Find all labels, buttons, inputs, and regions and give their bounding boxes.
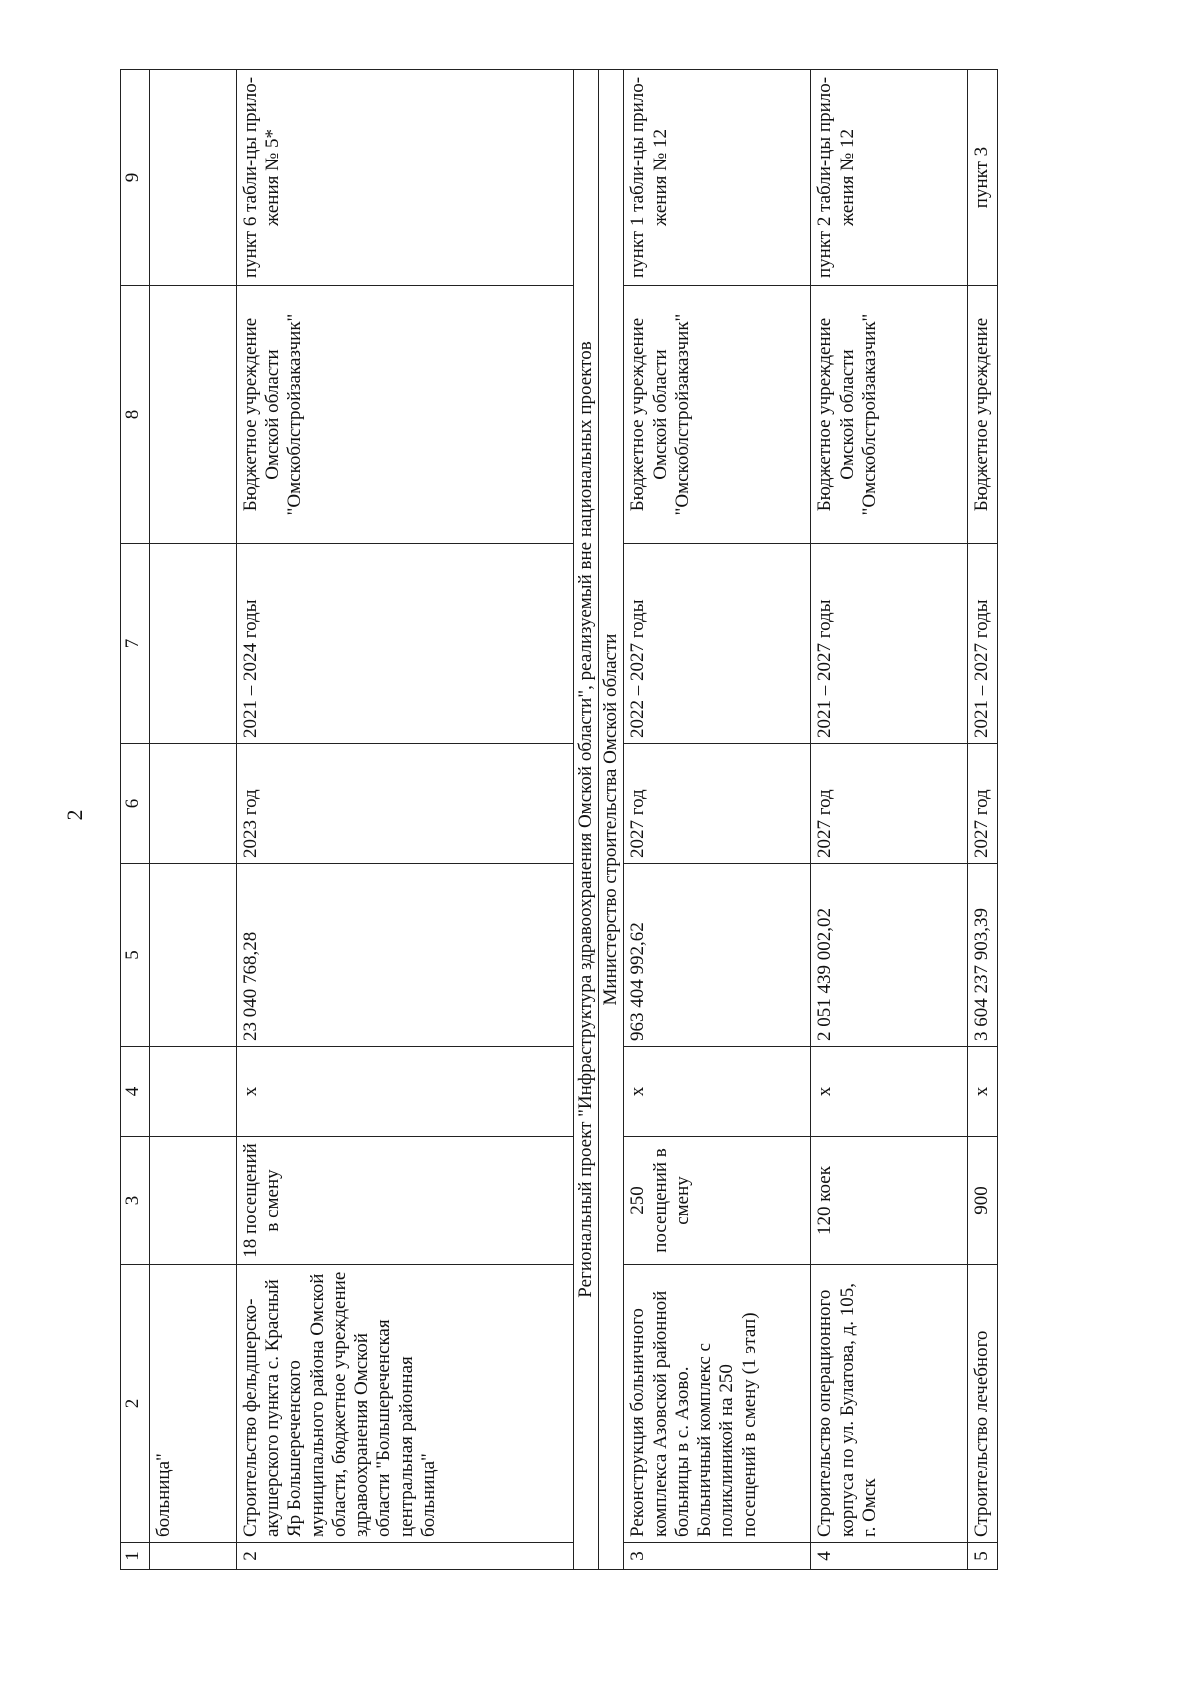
cell-col-5 xyxy=(150,864,237,1047)
cell-num: 4 xyxy=(811,1543,968,1570)
continued-row xyxy=(150,70,237,1570)
cell-year: 2027 год xyxy=(624,744,811,864)
cell-customer: Бюджетное учреждение xyxy=(968,286,997,544)
cell-customer: Бюджетное учреждение Омской области "Омскоблстройзаказчик" xyxy=(811,286,968,544)
table-row xyxy=(968,70,997,1570)
table-row xyxy=(811,70,968,1570)
section-title: Региональный проект "Инфраструктура здравоохранения Омской области", реализуемый вне национальных проектов xyxy=(574,70,599,1570)
header-row xyxy=(121,70,150,1570)
cell-num xyxy=(150,1543,237,1570)
cell-col-9 xyxy=(150,70,237,286)
cell-col-8 xyxy=(150,286,237,544)
cell-ref: пункт 1 табли-цы прило-жения № 12 xyxy=(624,70,811,286)
header-col-8: 8 xyxy=(121,286,150,544)
cell-num: 2 xyxy=(237,1543,574,1570)
table-row xyxy=(624,70,811,1570)
cell-ref: пункт 3 xyxy=(968,70,997,286)
cell-ref: пункт 6 табли-цы прило-жения № 5* xyxy=(237,70,574,286)
cell-customer: Бюджетное учреждение Омской области "Омскоблстройзаказчик" xyxy=(624,286,811,544)
header-col-2: 2 xyxy=(121,1265,150,1543)
cell-period: 2021 – 2024 годы xyxy=(237,544,574,744)
cell-period: 2022 – 2027 годы xyxy=(624,544,811,744)
cell-col-6 xyxy=(150,744,237,864)
cell-year: 2023 год xyxy=(237,744,574,864)
header-col-9: 9 xyxy=(121,70,150,286)
cell-num: 3 xyxy=(624,1543,811,1570)
cell-cost: 3 604 237 903,39 xyxy=(968,864,997,1047)
cell-capacity: 250 посещений в смену xyxy=(624,1137,811,1265)
section-row xyxy=(574,70,599,1570)
cell-name: Строительство операционного корпуса по ул. Булатова, д. 105, г. Омск xyxy=(811,1265,968,1543)
cell-col-4 xyxy=(150,1047,237,1137)
cell-year: 2027 год xyxy=(811,744,968,864)
header-col-6: 6 xyxy=(121,744,150,864)
cell-customer: Бюджетное учреждение Омской области "Омскоблстройзаказчик" xyxy=(237,286,574,544)
header-col-3: 3 xyxy=(121,1137,150,1265)
cell-capacity: 120 коек xyxy=(811,1137,968,1265)
cell-cost: 23 040 768,28 xyxy=(237,864,574,1047)
cell-period: 2021 – 2027 годы xyxy=(811,544,968,744)
header-col-4: 4 xyxy=(121,1047,150,1137)
cell-col-7 xyxy=(150,544,237,744)
table-row xyxy=(237,70,574,1570)
cell-col4: x xyxy=(968,1047,997,1137)
subsection-title: Министерство строительства Омской области xyxy=(599,70,624,1570)
subsection-row xyxy=(599,70,624,1570)
header-col-1: 1 xyxy=(121,1543,150,1570)
cell-year: 2027 год xyxy=(968,744,997,864)
page-number: 2 xyxy=(62,809,87,821)
cell-cost: 963 404 992,62 xyxy=(624,864,811,1047)
cell-name: больница" xyxy=(150,1265,237,1543)
cell-col4: x xyxy=(624,1047,811,1137)
cell-col4: x xyxy=(811,1047,968,1137)
cell-name: Реконструкция больничного комплекса Азовской районной больницы в с. Азово. Больничный комплекс с поликлиникой на 250 посещений в смену (1 этап) xyxy=(624,1265,811,1543)
cell-col4: x xyxy=(237,1047,574,1137)
cell-name: Строительство фельдшерско-акушерского пункта с. Красный Яр Большереченского муниципального района Омской области, бюджетное учреждение здравоохранения Омской области "Большереченская центральная районная больница" xyxy=(237,1265,574,1543)
cell-num: 5 xyxy=(968,1543,997,1570)
cell-ref: пункт 2 табли-цы прило-жения № 12 xyxy=(811,70,968,286)
cell-period: 2021 – 2027 годы xyxy=(968,544,997,744)
objects-table xyxy=(120,69,998,1570)
cell-cost: 2 051 439 002,02 xyxy=(811,864,968,1047)
cell-name: Строительство лечебного xyxy=(968,1265,997,1543)
cell-col-3 xyxy=(150,1137,237,1265)
rotated-table-container xyxy=(120,70,1070,1570)
header-col-5: 5 xyxy=(121,864,150,1047)
cell-capacity: 900 xyxy=(968,1137,997,1265)
header-col-7: 7 xyxy=(121,544,150,744)
cell-capacity: 18 посещений в смену xyxy=(237,1137,574,1265)
